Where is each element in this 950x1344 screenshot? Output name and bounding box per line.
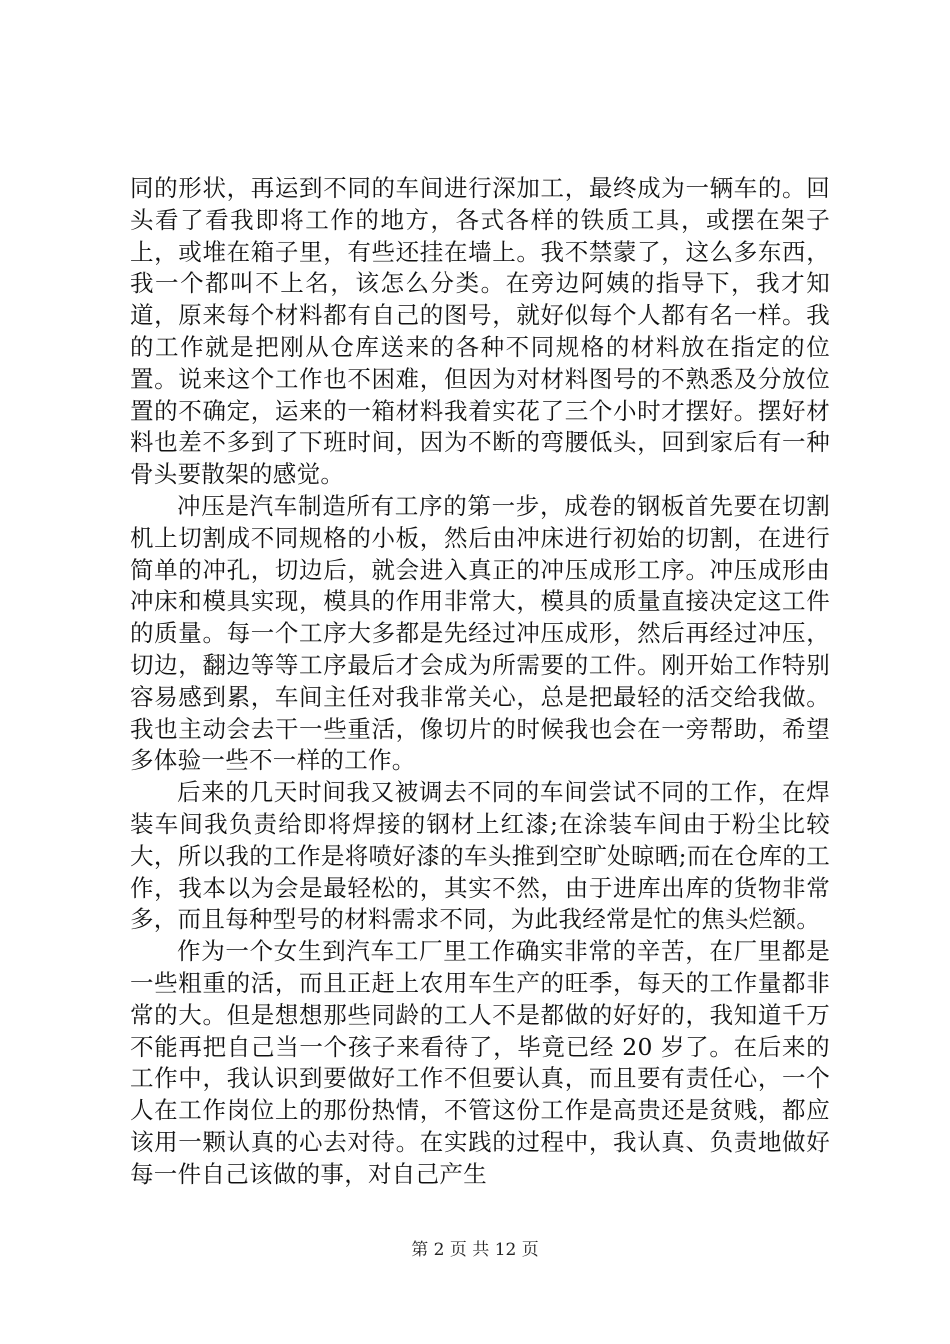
document-body bbox=[130, 173, 830, 1191]
page-footer: 第 2 页 共 12 页 bbox=[411, 1240, 539, 1260]
paragraph-1: 同的形状，再运到不同的车间进行深加工，最终成为一辆车的。回头看了看我即将工作的地方，各式各样的铁质工具，或摆在架子上，或堆在箱子里，有些还挂在墙上。我不禁蒙了，这么多东西，我一个都叫不上名，该怎么分类。在旁边阿姨的指导下，我才知道，原来每个材料都有自己的图号，就好似每个人都有名一样。我的工作就是把刚从仓库送来的各种不同规格的材料放在指定的位置。说来这个工作也不困难，但因为对材料图号的不熟悉及分放位置的不确定，运来的一箱材料我着实花了三个小时才摆好。摆好材料也差不多到了下班时间，因为不断的弯腰低头，回到家后有一种骨头要散架的感觉。 bbox=[130, 174, 830, 489]
paragraph-4: 作为一个女生到汽车工厂里工作确实非常的辛苦，在厂里都是一些粗重的活，而且正赶上农用车生产的旺季，每天的工作量都非常的大。但是想想那些同龄的工人不是都做的好好的，我知道千万不能再把自己当一个孩子来看待了，毕竟已经 20 岁了。在后来的工作中，我认识到要做好工作不但要认真，而且要有责任心，一个人在工作岗位上的那份热情，不管这份工作是高贵还是贫贱，都应该用一颗认真的心去对待。在实践的过程中，我认真、负责地做好每一件自己该做的事，对自己产生 bbox=[130, 937, 830, 1188]
paragraph-2: 冲压是汽车制造所有工序的第一步，成卷的钢板首先要在切割机上切割成不同规格的小板，然后由冲床进行初始的切割，在进行简单的冲孔，切边后，就会进入真正的冲压成形工序。冲压成形由冲床和模具实现，模具的作用非常大，模具的质量直接决定这工件的质量。每一个工序大多都是先经过冲压成形，然后再经过冲压，切边，翻边等等工序最后才会成为所需要的工件。刚开始工作特别容易感到累，车间主任对我非常关心，总是把最轻的活交给我做。我也主动会去干一些重活，像切片的时候我也会在一旁帮助，希望多体验一些不一样的工作。 bbox=[130, 491, 830, 775]
paragraph-3: 后来的几天时间我又被调去不同的车间尝试不同的工作，在焊装车间我负责给即将焊接的钢材上红漆;在涂装车间由于粉尘比较大，所以我的工作是将喷好漆的车头推到空旷处晾晒;而在仓库的工作，我本以为会是最轻松的，其实不然，由于进库出库的货物非常多，而且每种型号的材料需求不同，为此我经常是忙的焦头烂额。 bbox=[130, 778, 830, 934]
